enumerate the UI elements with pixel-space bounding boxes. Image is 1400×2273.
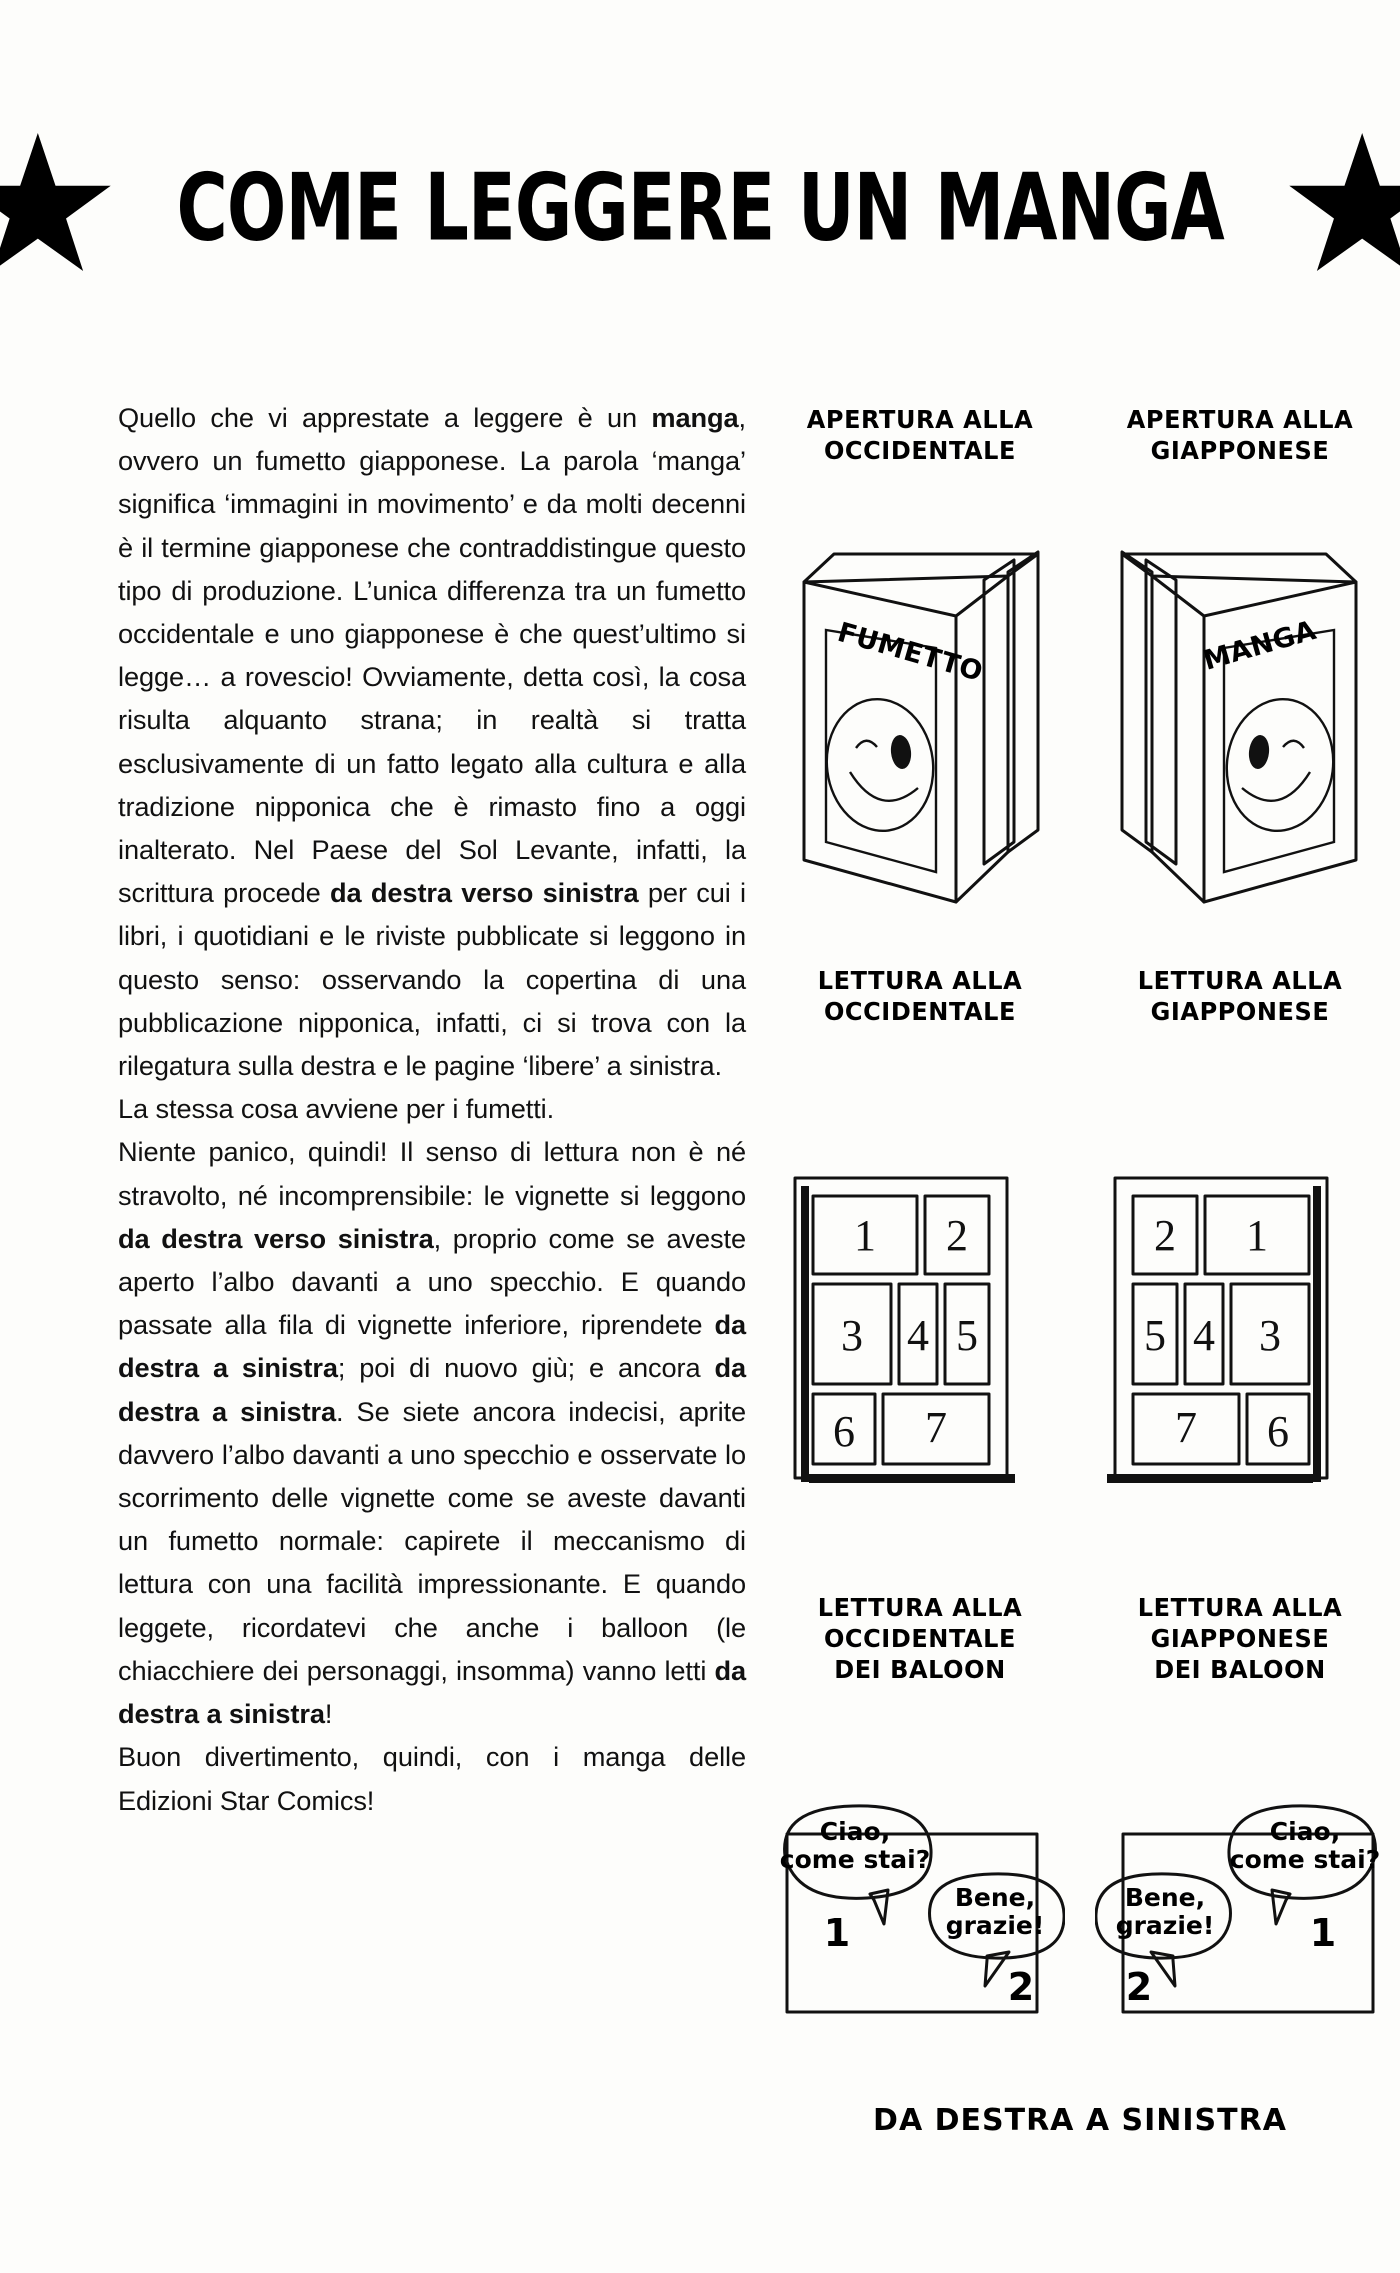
balloon-order-number: 1 (823, 1911, 851, 1955)
panel-number: 7 (925, 1403, 947, 1452)
balloon-order-number: 2 (1125, 1965, 1153, 2009)
caption-reading-japanese: LETTURA ALLA GIAPPONESE (1137, 966, 1343, 1026)
article-paragraph: Niente panico, quindi! Il senso di lettura non è né stravolto, né incomprensibile: le vignette si leggono da destra verso sinistra, proprio come se aveste aperto l’albo davanti a uno specchio. E quando passate alla fila di vignette inferiore, riprendete da destra a sinistra; poi di nuovo giù; e ancora da destra a sinistra. Se siete ancora indecisi, aprite davvero l’albo davanti a uno specchio e osservate lo scorrimento delle vignette come se aveste davanti un fumetto normale: capirete il meccanismo di lettura con una facilità impressionante. E quando leggete, ricordatevi che anche i balloon (le chiacchiere dei personaggi, insomma) vanno letti da destra a sinistra! (118, 1136, 747, 1730)
panel-number: 6 (833, 1407, 855, 1456)
balloon-panel-western (775, 1798, 1065, 2028)
article-paragraph: Quello che vi apprestate a leggere è un manga, ovvero un fumetto giapponese. La parola ‘manga’ significa ‘immagini in movimento’ e da molti decenni è il termine giapponese che contraddistingue questo tipo di produzione. L’unica differenza tra un fumetto occidentale e uno giapponese è che quest’ultimo si legge… a rovescio! Ovviamente, detta così, la cosa risulta alquanto strana; in realtà si tratta esclusivamente di un fatto legato alla cultura e alla tradizione nipponica che è rimasto fino a oggi inalterato. Nel Paese del Sol Levante, infatti, la scrittura procede da destra verso sinistra per cui i libri, i quotidiani e le riviste pubblicate si leggono in questo senso: osservando la copertina di una pubblicazione nipponica, infatti, ci si trova con la rilegatura sulla destra e le pagine ‘libere’ a sinistra. (118, 402, 746, 1082)
panel-number: 2 (1154, 1211, 1176, 1260)
panel-number: 5 (1144, 1311, 1166, 1360)
balloon-text: come stai? (779, 1845, 931, 1874)
balloon-text: Bene, (954, 1883, 1036, 1912)
balloon-text: Ciao, (819, 1817, 891, 1846)
panel-grid-western-wrap (760, 1170, 1080, 1500)
balloon-text: grazie! (1115, 1911, 1215, 1940)
balloon-panel-japanese (1095, 1798, 1385, 2028)
balloon-captions (760, 1592, 1400, 1685)
book-cover-label: FUMETTO (834, 616, 987, 688)
caption-reading-western: LETTURA ALLA OCCIDENTALE (817, 966, 1023, 1026)
balloon-order-number: 1 (1309, 1911, 1337, 1955)
footer-caption: DA DESTRA A SINISTRA (873, 2103, 1287, 2138)
caption-opening-japanese: APERTURA ALLA GIAPPONESE (1126, 405, 1354, 465)
balloon-text: come stai? (1229, 1845, 1381, 1874)
book-japanese-wrap (1080, 520, 1400, 920)
winking-smiley-icon (1219, 693, 1340, 837)
panel-number: 6 (1267, 1407, 1289, 1456)
winking-smiley-icon (819, 693, 940, 837)
balloon-order-number: 2 (1007, 1965, 1035, 2009)
balloon-panel-figures (760, 1798, 1400, 2028)
book-western-illustration (780, 520, 1060, 920)
balloon-text: Bene, (1124, 1883, 1206, 1912)
caption-balloon-japanese: LETTURA ALLA GIAPPONESE DEI BALOON (1137, 1593, 1343, 1684)
star-icon (0, 133, 113, 283)
caption-opening-western: APERTURA ALLA OCCIDENTALE (806, 405, 1034, 465)
book-figures (760, 520, 1400, 920)
panel-number: 7 (1175, 1403, 1197, 1452)
balloon-panel-western-wrap (760, 1798, 1080, 2028)
panel-number: 4 (907, 1311, 929, 1360)
page-title: COME LEGGERE UN MANGA (176, 153, 1224, 262)
book-japanese-illustration (1100, 520, 1380, 920)
opening-captions (760, 404, 1400, 466)
panel-number: 1 (1246, 1211, 1268, 1260)
panel-number: 3 (841, 1311, 863, 1360)
balloon-panel-japanese-wrap (1080, 1798, 1400, 2028)
balloon-text: grazie! (945, 1911, 1045, 1940)
book-cover-label: MANGA (1199, 614, 1320, 677)
panel-number: 1 (854, 1211, 876, 1260)
article-text (118, 396, 746, 1822)
article-paragraph: La stessa cosa avviene per i fumetti. (118, 1093, 555, 1125)
article-body (118, 396, 746, 1822)
reading-captions (760, 965, 1400, 1027)
panel-grid-western (785, 1170, 1055, 1500)
panel-grid-figures (760, 1170, 1400, 1500)
panel-number: 4 (1193, 1311, 1215, 1360)
panel-number: 3 (1259, 1311, 1281, 1360)
panel-number: 2 (946, 1211, 968, 1260)
panel-number: 5 (956, 1311, 978, 1360)
caption-balloon-western: LETTURA ALLA OCCIDENTALE DEI BALOON (817, 1593, 1023, 1684)
figures-column (760, 0, 1400, 2273)
panel-grid-japanese (1105, 1170, 1375, 1500)
balloon-text: Ciao, (1269, 1817, 1341, 1846)
article-paragraph: Buon divertimento, quindi, con i manga delle Edizioni Star Comics! (118, 1741, 746, 1816)
panel-grid-japanese-wrap (1080, 1170, 1400, 1500)
book-western-wrap (760, 520, 1080, 920)
